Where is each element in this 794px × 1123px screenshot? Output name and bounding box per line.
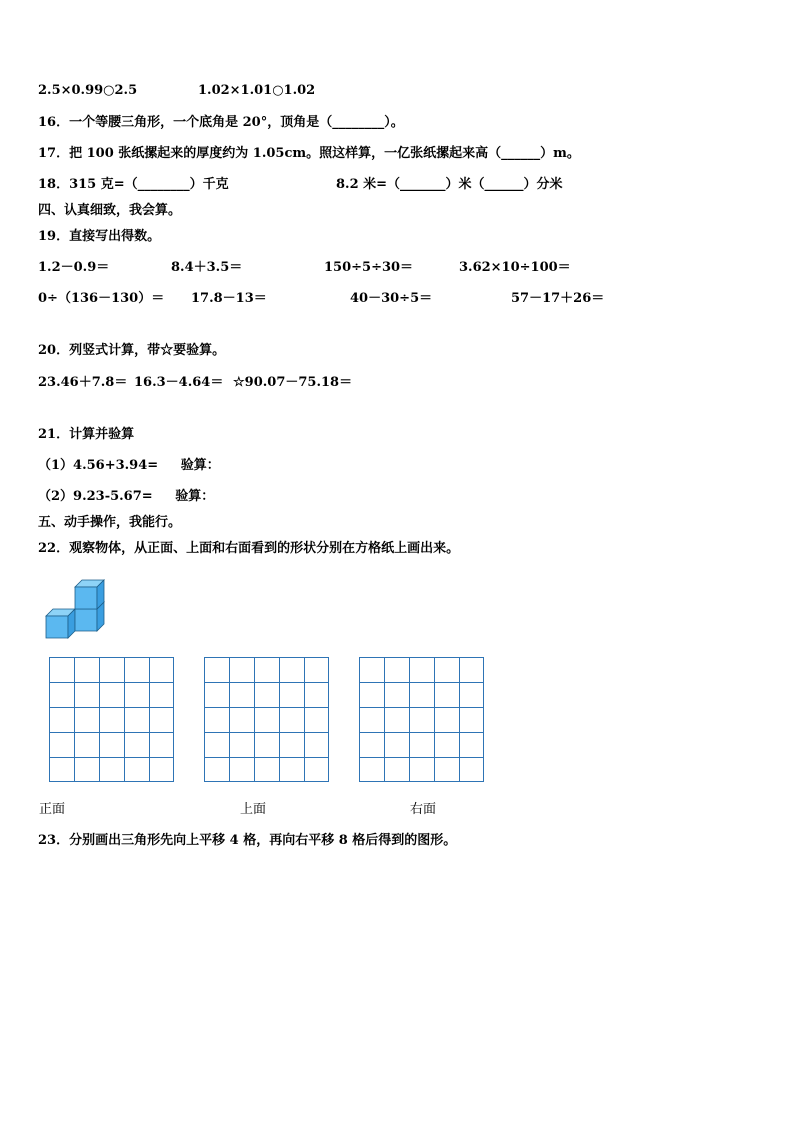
question-21: 21．计算并验算 xyxy=(38,427,135,442)
question-22: 22．观察物体，从正面、上面和右面看到的形状分别在方格纸上画出来。 xyxy=(38,541,460,556)
q21-item-2: （2）9.23-5.67= 验算： xyxy=(38,489,215,504)
cube-left xyxy=(46,609,75,638)
question-17: 17．把 100 张纸摞起来的厚度约为 1.05cm。照这样算，一亿张纸摞起来高（______）m。 xyxy=(38,146,580,161)
q19-item-3: 150÷5÷30＝ xyxy=(324,260,414,275)
section-4-heading: 四、认真细致，我会算。 xyxy=(38,203,182,218)
grid-front[interactable] xyxy=(49,657,174,782)
question-19: 19．直接写出得数。 xyxy=(38,229,161,244)
q19-item-2: 8.4＋3.5＝ xyxy=(171,260,243,275)
section-5-heading: 五、动手操作，我能行。 xyxy=(38,515,182,530)
question-18-b: 8.2 米=（_______）米（______）分米 xyxy=(336,177,563,192)
question-18-a: 18．315 克=（________）千克 xyxy=(38,177,229,192)
q19-item-6: 17.8－13＝ xyxy=(191,291,267,306)
q21-item-1: （1）4.56+3.94= 验算： xyxy=(38,458,220,473)
question-20: 20．列竖式计算，带☆要验算。 xyxy=(38,343,226,358)
q20-item-3: ☆90.07－75.18＝ xyxy=(233,375,353,390)
q20-item-1: 23.46＋7.8＝ xyxy=(38,375,128,390)
cube-stack-figure xyxy=(44,579,108,641)
q19-item-7: 40－30÷5＝ xyxy=(350,291,433,306)
question-16: 16．一个等腰三角形，一个底角是 20°，顶角是（________）。 xyxy=(38,115,404,130)
q20-item-2: 16.3－4.64＝ xyxy=(134,375,224,390)
label-top-view: 上面 xyxy=(240,802,267,817)
grid-top[interactable] xyxy=(204,657,329,782)
q19-item-1: 1.2－0.9＝ xyxy=(38,260,110,275)
question-23: 23．分别画出三角形先向上平移 4 格，再向右平移 8 格后得到的图形。 xyxy=(38,833,457,848)
q19-item-4: 3.62×10÷100＝ xyxy=(459,260,571,275)
label-right-view: 右面 xyxy=(410,802,437,817)
grid-right[interactable] xyxy=(359,657,484,782)
q19-item-8: 57－17＋26＝ xyxy=(511,291,605,306)
q19-item-5: 0÷（136－130）＝ xyxy=(38,291,165,306)
cube-right-top xyxy=(75,580,104,609)
label-front-view: 正面 xyxy=(39,802,66,817)
q15-compare-b: 1.02×1.01○1.02 xyxy=(198,83,316,98)
q15-compare-a: 2.5×0.99○2.5 xyxy=(38,83,138,98)
